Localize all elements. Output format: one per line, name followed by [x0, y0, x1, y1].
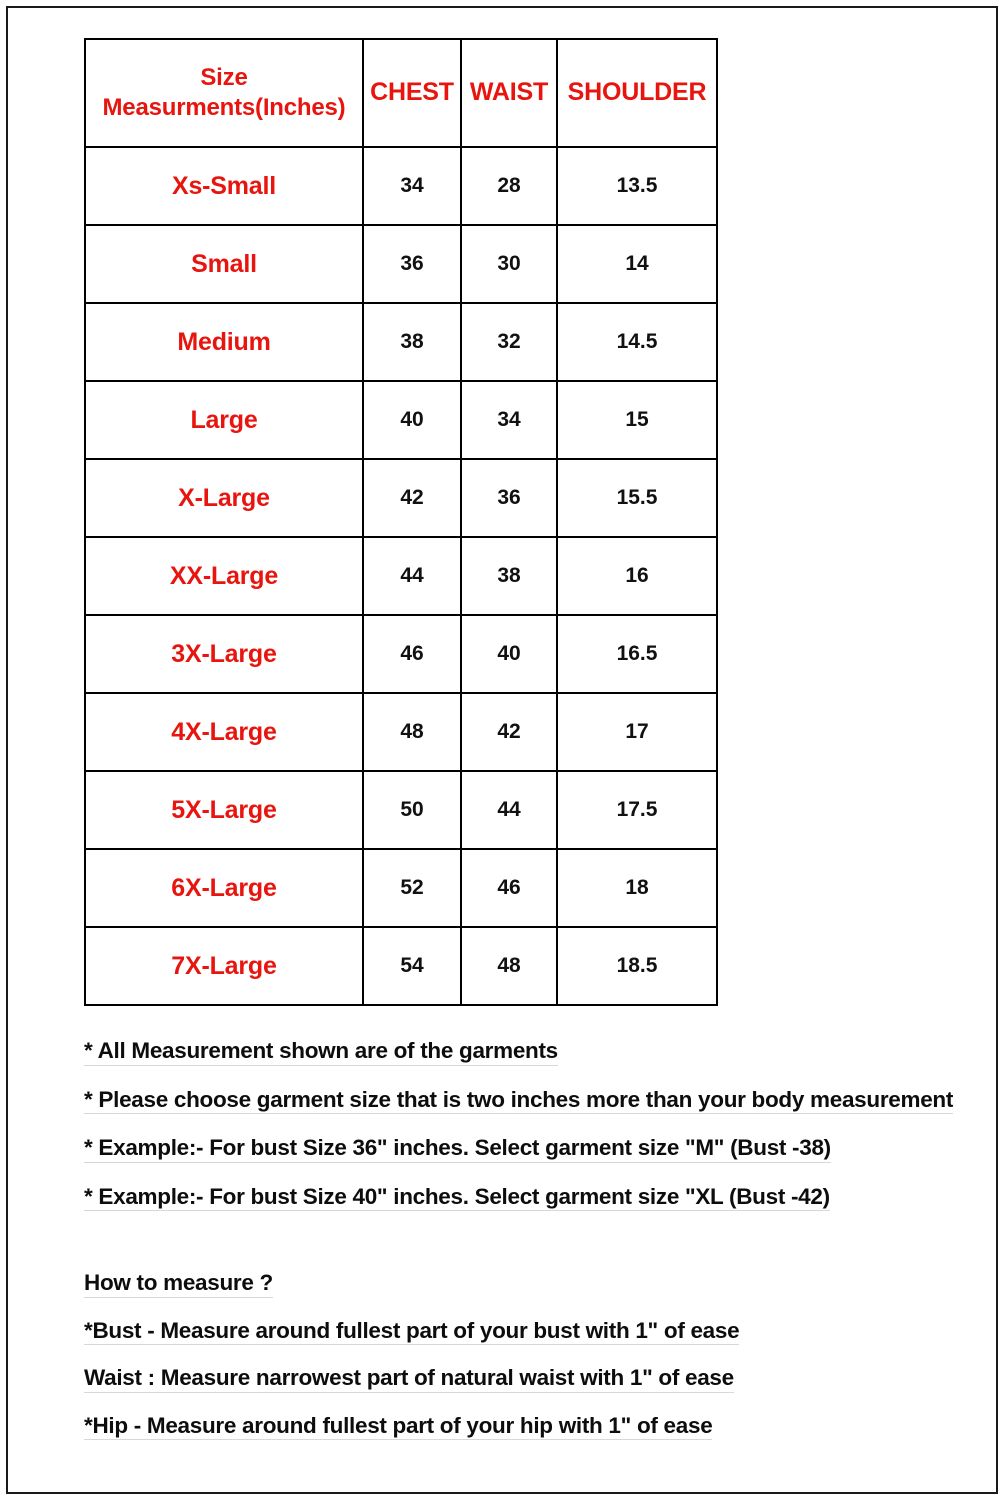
cell-chest: 44: [363, 537, 461, 615]
column-header-waist: WAIST: [461, 39, 557, 147]
cell-size: Medium: [85, 303, 363, 381]
how-to-measure-waist: Waist : Measure narrowest part of natural waist with 1" of ease: [84, 1367, 734, 1393]
note-example-40: * Example:- For bust Size 40" inches. Select garment size "XL (Bust -42): [84, 1186, 830, 1212]
cell-size: 4X-Large: [85, 693, 363, 771]
column-header-chest: CHEST: [363, 39, 461, 147]
table-row: [85, 849, 717, 927]
cell-size: XX-Large: [85, 537, 363, 615]
notes-section: [84, 1040, 954, 1234]
table-row: [85, 927, 717, 1005]
cell-waist: 32: [461, 303, 557, 381]
table-row: [85, 693, 717, 771]
cell-shoulder: 17.5: [557, 771, 717, 849]
table-row: [85, 381, 717, 459]
cell-size: 7X-Large: [85, 927, 363, 1005]
cell-waist: 34: [461, 381, 557, 459]
cell-chest: 38: [363, 303, 461, 381]
how-to-measure-section: [84, 1272, 954, 1462]
table-row: [85, 303, 717, 381]
note-choose-size: * Please choose garment size that is two inches more than your body measurement: [84, 1089, 953, 1115]
size-measurements-table-container: [84, 38, 716, 1006]
cell-size: Small: [85, 225, 363, 303]
cell-size: 5X-Large: [85, 771, 363, 849]
table-row: [85, 615, 717, 693]
how-to-measure-row: [84, 1412, 954, 1463]
column-header-size-line1: Size: [200, 64, 248, 91]
note-row: [84, 1137, 954, 1186]
cell-waist: 30: [461, 225, 557, 303]
column-header-size: [85, 39, 363, 147]
table-row: [85, 147, 717, 225]
cell-shoulder: 15.5: [557, 459, 717, 537]
cell-size: 3X-Large: [85, 615, 363, 693]
cell-waist: 44: [461, 771, 557, 849]
how-to-measure-row: [84, 1317, 954, 1368]
how-to-measure-bust: *Bust - Measure around fullest part of your bust with 1" of ease: [84, 1320, 739, 1346]
cell-waist: 40: [461, 615, 557, 693]
note-row: [84, 1183, 954, 1235]
cell-chest: 42: [363, 459, 461, 537]
cell-waist: 36: [461, 459, 557, 537]
note-measurement-garments: * All Measurement shown are of the garments: [84, 1040, 558, 1066]
cell-shoulder: 15: [557, 381, 717, 459]
cell-waist: 46: [461, 849, 557, 927]
cell-chest: 34: [363, 147, 461, 225]
cell-chest: 54: [363, 927, 461, 1005]
table-row: [85, 537, 717, 615]
table-body: [85, 147, 717, 1005]
note-row: [84, 1040, 954, 1089]
cell-size: Xs-Small: [85, 147, 363, 225]
cell-chest: 46: [363, 615, 461, 693]
table-row: [85, 459, 717, 537]
how-to-measure-hip: *Hip - Measure around fullest part of your hip with 1" of ease: [84, 1415, 712, 1441]
note-row: [84, 1086, 954, 1138]
cell-shoulder: 18: [557, 849, 717, 927]
cell-shoulder: 18.5: [557, 927, 717, 1005]
table-row: [85, 225, 717, 303]
cell-chest: 40: [363, 381, 461, 459]
table-header-row: [85, 39, 717, 147]
cell-waist: 42: [461, 693, 557, 771]
cell-shoulder: 16.5: [557, 615, 717, 693]
cell-chest: 36: [363, 225, 461, 303]
how-to-measure-title-row: [84, 1272, 954, 1320]
cell-shoulder: 14: [557, 225, 717, 303]
cell-waist: 28: [461, 147, 557, 225]
cell-chest: 50: [363, 771, 461, 849]
cell-waist: 48: [461, 927, 557, 1005]
table-row: [85, 771, 717, 849]
cell-shoulder: 17: [557, 693, 717, 771]
how-to-measure-row: [84, 1367, 954, 1415]
cell-chest: 52: [363, 849, 461, 927]
column-header-size-line2: Measurments(Inches): [102, 94, 346, 121]
cell-chest: 48: [363, 693, 461, 771]
cell-waist: 38: [461, 537, 557, 615]
cell-size: Large: [85, 381, 363, 459]
column-header-shoulder: SHOULDER: [557, 39, 717, 147]
cell-shoulder: 14.5: [557, 303, 717, 381]
cell-size: 6X-Large: [85, 849, 363, 927]
how-to-measure-title: How to measure ?: [84, 1272, 273, 1298]
cell-size: X-Large: [85, 459, 363, 537]
note-example-36: * Example:- For bust Size 36" inches. Select garment size "M" (Bust -38): [84, 1137, 831, 1163]
cell-shoulder: 16: [557, 537, 717, 615]
size-measurements-table: [84, 38, 718, 1006]
table-header: [85, 39, 717, 147]
cell-shoulder: 13.5: [557, 147, 717, 225]
